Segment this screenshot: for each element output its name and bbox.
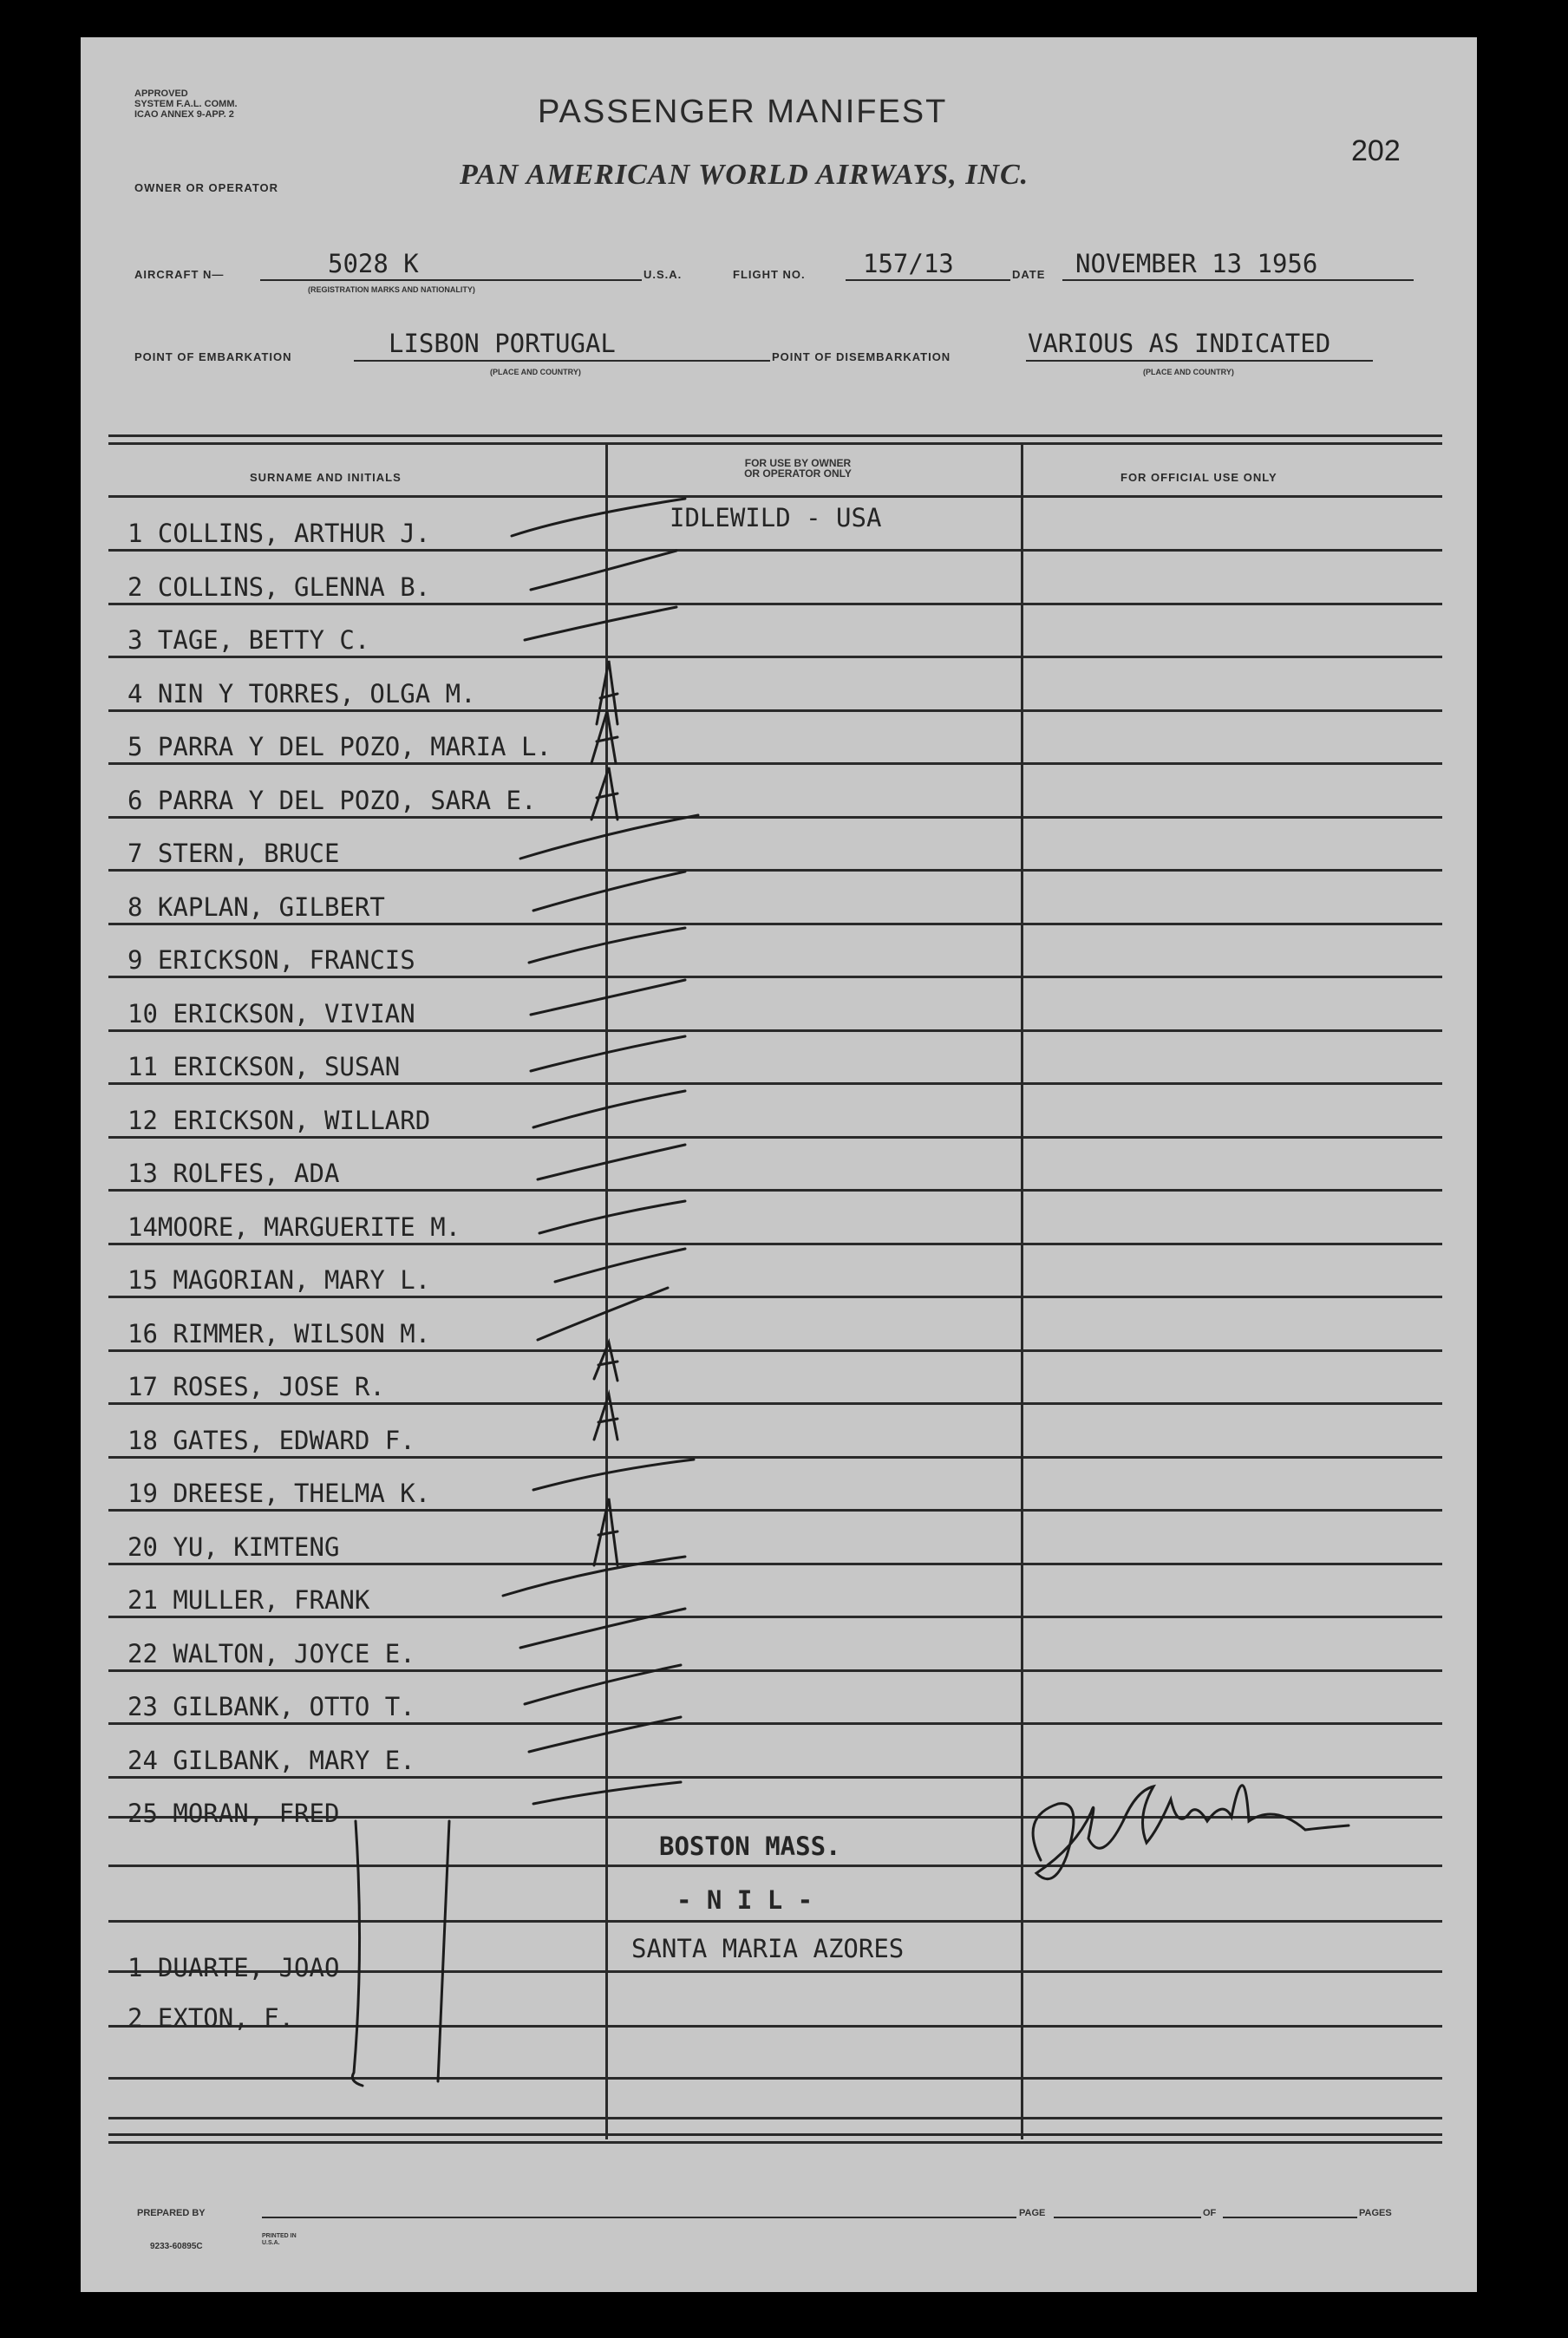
column-header-surname: SURNAME AND INITIALS xyxy=(250,471,402,484)
table-row-rule xyxy=(108,549,1442,552)
passenger-entry: 17 ROSES, JOSE R. xyxy=(127,1372,385,1401)
passenger-entry: 3 TAGE, BETTY C. xyxy=(127,625,370,655)
table-row-rule xyxy=(108,1616,1442,1618)
date-underline xyxy=(1062,279,1414,281)
embarkation-underline xyxy=(354,360,770,362)
table-top-rule xyxy=(108,434,1442,437)
passenger-entry: 14MOORE, MARGUERITE M. xyxy=(127,1212,461,1242)
table-row-rule xyxy=(108,1509,1442,1512)
destination-idlewild: IDLEWILD - USA xyxy=(670,503,882,532)
table-row-rule xyxy=(108,603,1442,605)
table-bottom-rule xyxy=(108,2133,1442,2136)
table-top-rule xyxy=(108,442,1442,445)
passenger-entry: 24 GILBANK, MARY E. xyxy=(127,1746,415,1775)
table-row-rule xyxy=(108,1349,1442,1352)
embark-caption: (PLACE AND COUNTRY) xyxy=(490,368,581,376)
destination-boston: BOSTON MASS. xyxy=(659,1832,841,1861)
passenger-entry: 22 WALTON, JOYCE E. xyxy=(127,1639,415,1669)
disembarkation-value: VARIOUS AS INDICATED xyxy=(1028,329,1331,358)
approval-line: APPROVED xyxy=(134,88,188,99)
passenger-entry: 7 STERN, BRUCE xyxy=(127,839,340,868)
embarkation-label: POINT OF EMBARKATION xyxy=(134,350,292,363)
table-row-rule xyxy=(108,1296,1442,1298)
embarkation-value: LISBON PORTUGAL xyxy=(389,329,616,358)
table-row-rule xyxy=(108,816,1442,819)
of-underline xyxy=(1223,2217,1357,2218)
passenger-entry: 10 ERICKSON, VIVIAN xyxy=(127,999,415,1029)
extra-passenger: 1 DUARTE, JOAO xyxy=(127,1953,340,1982)
disembark-caption: (PLACE AND COUNTRY) xyxy=(1143,368,1234,376)
page-label: PAGE xyxy=(1019,2208,1046,2218)
registration-caption: (REGISTRATION MARKS AND NATIONALITY) xyxy=(308,285,475,294)
passenger-entry: 2 COLLINS, GLENNA B. xyxy=(127,572,431,602)
aircraft-underline xyxy=(260,279,642,281)
passenger-entry: 15 MAGORIAN, MARY L. xyxy=(127,1265,431,1295)
printed-note: PRINTED IN U.S.A. xyxy=(262,2233,297,2246)
column-header-official: FOR OFFICIAL USE ONLY xyxy=(1120,471,1277,484)
usa-label: U.S.A. xyxy=(644,268,683,281)
table-row-rule xyxy=(108,869,1442,872)
approval-line: SYSTEM F.A.L. COMM. xyxy=(134,99,238,109)
table-row-rule xyxy=(108,1402,1442,1405)
passenger-entry: 8 KAPLAN, GILBERT xyxy=(127,892,385,922)
passenger-entry: 9 ERICKSON, FRANCIS xyxy=(127,945,415,975)
owner-label: OWNER OR OPERATOR xyxy=(134,181,279,194)
passenger-entry: 23 GILBANK, OTTO T. xyxy=(127,1692,415,1721)
approval-stamp xyxy=(134,88,238,120)
table-row-rule xyxy=(108,1669,1442,1672)
table-row-rule xyxy=(108,1722,1442,1725)
table-row-rule xyxy=(108,1082,1442,1085)
table-bottom-rule xyxy=(108,2141,1442,2144)
table-row-rule xyxy=(108,2077,1442,2080)
extra-passenger: 2 EXTON, F. xyxy=(127,2003,295,2033)
passenger-entry: 11 ERICKSON, SUSAN xyxy=(127,1052,401,1081)
pages-label: PAGES xyxy=(1359,2208,1392,2218)
approval-line: ICAO ANNEX 9-APP. 2 xyxy=(134,109,234,120)
passenger-entry: 13 ROLFES, ADA xyxy=(127,1159,340,1188)
passenger-entry: 25 MORAN, FRED xyxy=(127,1799,340,1828)
of-label: OF xyxy=(1203,2208,1217,2218)
table-row-rule xyxy=(108,1776,1442,1779)
column-divider xyxy=(605,444,608,2139)
nil-entry: - N I L - xyxy=(676,1885,813,1915)
prepared-by-underline xyxy=(262,2217,1016,2218)
table-row-rule xyxy=(108,2025,1442,2028)
flight-underline xyxy=(846,279,1010,281)
table-row-rule xyxy=(108,1029,1442,1032)
flight-number: 157/13 xyxy=(863,249,954,278)
destination-santa-maria: SANTA MARIA AZORES xyxy=(631,1934,905,1963)
table-row-rule xyxy=(108,1920,1442,1923)
form-number: 9233-60895C xyxy=(150,2242,203,2251)
table-row-rule xyxy=(108,2117,1442,2119)
aircraft-label: AIRCRAFT N— xyxy=(134,268,225,281)
passenger-entry: 4 NIN Y TORRES, OLGA M. xyxy=(127,679,476,709)
page-number: 202 xyxy=(1351,134,1401,167)
disembarkation-label: POINT OF DISEMBARKATION xyxy=(772,350,951,363)
flight-date: NOVEMBER 13 1956 xyxy=(1075,249,1318,278)
disembarkation-underline xyxy=(1026,360,1373,362)
passenger-entry: 18 GATES, EDWARD F. xyxy=(127,1426,415,1455)
table-row-rule xyxy=(108,1189,1442,1192)
table-row-rule xyxy=(108,923,1442,925)
table-row-rule xyxy=(108,976,1442,978)
table-row-rule xyxy=(108,1136,1442,1139)
form-title: PASSENGER MANIFEST xyxy=(538,94,948,130)
table-row-rule xyxy=(108,495,1442,498)
table-row-rule xyxy=(108,656,1442,658)
prepared-by-label: PREPARED BY xyxy=(137,2208,206,2218)
passenger-entry: 6 PARRA Y DEL POZO, SARA E. xyxy=(127,786,537,815)
table-row-rule xyxy=(108,1243,1442,1245)
passenger-entry: 16 RIMMER, WILSON M. xyxy=(127,1319,431,1349)
company-name: PAN AMERICAN WORLD AIRWAYS, INC. xyxy=(460,159,1029,191)
column-divider xyxy=(1021,444,1023,2139)
passenger-entry: 20 YU, KIMTENG xyxy=(127,1532,340,1562)
table-row-rule xyxy=(108,762,1442,765)
passenger-entry: 12 ERICKSON, WILLARD xyxy=(127,1106,431,1135)
table-row-rule xyxy=(108,1563,1442,1565)
flight-label: FLIGHT NO. xyxy=(733,268,806,281)
passenger-entry: 19 DREESE, THELMA K. xyxy=(127,1479,431,1508)
date-label: DATE xyxy=(1012,268,1046,281)
table-row-rule xyxy=(108,1456,1442,1459)
column-header-owner: FOR USE BY OWNER OR OPERATOR ONLY xyxy=(744,457,852,480)
passenger-entry: 5 PARRA Y DEL POZO, MARIA L. xyxy=(127,732,552,761)
table-row-rule xyxy=(108,709,1442,712)
passenger-entry: 1 COLLINS, ARTHUR J. xyxy=(127,519,431,548)
table-row-rule xyxy=(108,1865,1442,1867)
aircraft-value: 5028 K xyxy=(328,249,419,278)
passenger-entry: 21 MULLER, FRANK xyxy=(127,1585,370,1615)
page-underline xyxy=(1054,2217,1201,2218)
